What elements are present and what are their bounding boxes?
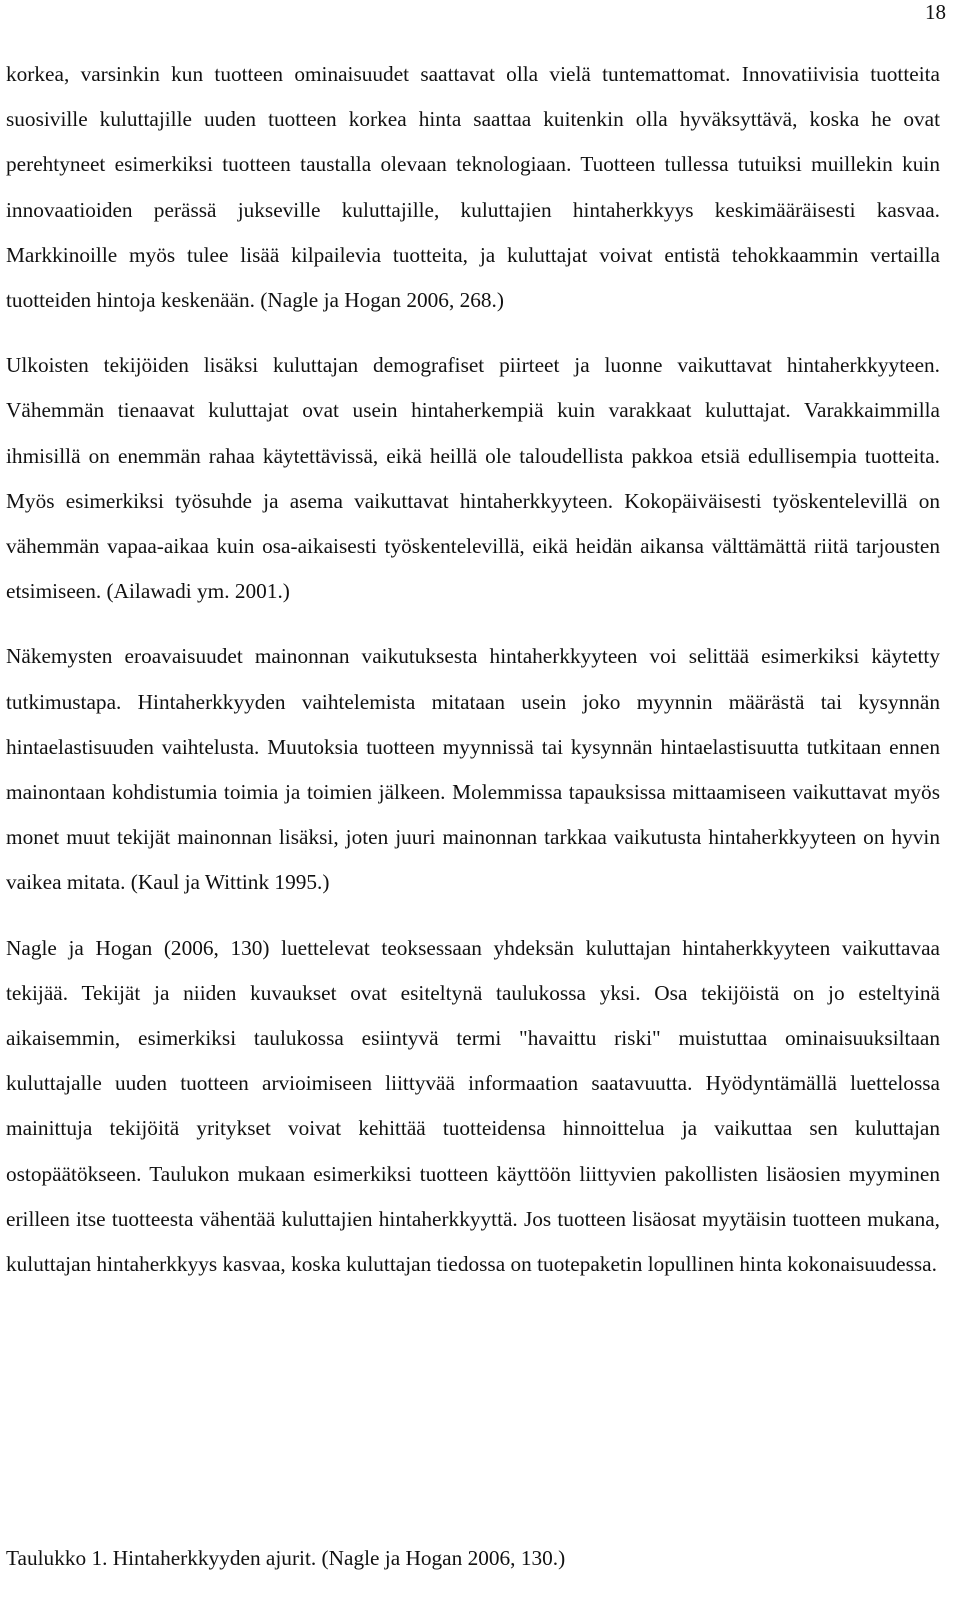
paragraph-price-sensitivity-innovation: korkea, varsinkin kun tuotteen ominaisuudet saattavat olla vielä tuntemattomat. Innovatiivisia tuotteita suosiville kuluttajille uuden tuotteen korkea hinta saattaa kuitenkin olla hyväksyttävä, koska he ovat perehtyneet esimerkiksi tuotteen taustalla olevaan teknologiaan. Tuotteen tullessa tutuiksi muillekin kuin innovaatioiden perässä jukseville kuluttajille, kuluttajien hintaherkkyys keskimääräisesti kasvaa. Markkinoille myös tulee lisää kilpailevia tuotteita, ja kuluttajat voivat entistä tehokkaammin vertailla tuotteiden hintoja keskenään. (Nagle ja Hogan 2006, 268.): [6, 62, 940, 313]
document-body: [6, 52, 940, 1287]
table-caption: Taulukko 1. Hintaherkkyyden ajurit. (Nagle ja Hogan 2006, 130.): [6, 1546, 566, 1570]
paragraph-nagle-hogan-factors: Nagle ja Hogan (2006, 130) luettelevat teoksessaan yhdeksän kuluttajan hintaherkkyyteen vaikuttavaa tekijää. Tekijät ja niiden kuvaukset ovat esiteltynä taulukossa yksi. Osa tekijöistä on jo esteltyinä aikaisemmin, esimerkiksi taulukossa esiintyvä termi "havaittu riski" muistuttaa ominaisuuksiltaan kuluttajalle uuden tuotteen arvioimiseen liittyvää informaation saatavuutta. Hyödyntämällä luettelossa mainittuja tekijöitä yritykset voivat kehittää tuotteidensa hinnoittelua ja vaikuttaa sen kuluttajan ostopäätökseen. Taulukon mukaan esimerkiksi tuotteen käyttöön liittyvien pakollisten lisäosien myyminen erilleen itse tuotteesta vähentää kuluttajien hintaherkkyyttä. Jos tuotteen lisäosat myytäisin tuotteen mukana, kuluttajan hintaherkkyys kasvaa, koska kuluttajan tiedossa on tuotepaketin lopullinen hinta kokonaisuudessa.: [6, 935, 940, 1277]
paragraph-advertising-research: Näkemysten eroavaisuudet mainonnan vaikutuksesta hintaherkkyyteen voi selittää esimerkiksi käytetty tutkimustapa. Hintaherkkyyden vaihtelemista mitataan usein joko myynnin määrästä tai kysynnän hintaelastisuuden vaihtelusta. Muutoksia tuotteen myynnissä tai kysynnän hintaelastisuutta tutkitaan ennen mainontaan kohdistumia toimia ja toimien jälkeen. Molemmissa tapauksissa mittaamiseen vaikuttavat myös monet muut tekijät mainonnan lisäksi, joten juuri mainonnan tarkkaa vaikutusta hintaherkkyyteen on hyvin vaikea mitata. (Kaul ja Wittink 1995.): [6, 644, 940, 895]
page-number: 18: [925, 0, 946, 24]
paragraph-demographics: Ulkoisten tekijöiden lisäksi kuluttajan demografiset piirteet ja luonne vaikuttavat hintaherkkyyteen. Vähemmän tienaavat kuluttajat ovat usein hintaherkempiä kuin varakkaat kuluttajat. Varakkaimmilla ihmisillä on enemmän rahaa käytettävissä, eikä heillä ole taloudellista pakkoa etsiä edullisempia tuotteita. Myös esimerkiksi työsuhde ja asema vaikuttavat hintaherkkyyteen. Kokopäiväisesti työskentelevillä on vähemmän vapaa-aikaa kuin osa-aikaisesti työskentelevillä, eikä heidän aikansa välttämättä riitä tarjousten etsimiseen. (Ailawadi ym. 2001.): [6, 353, 940, 604]
